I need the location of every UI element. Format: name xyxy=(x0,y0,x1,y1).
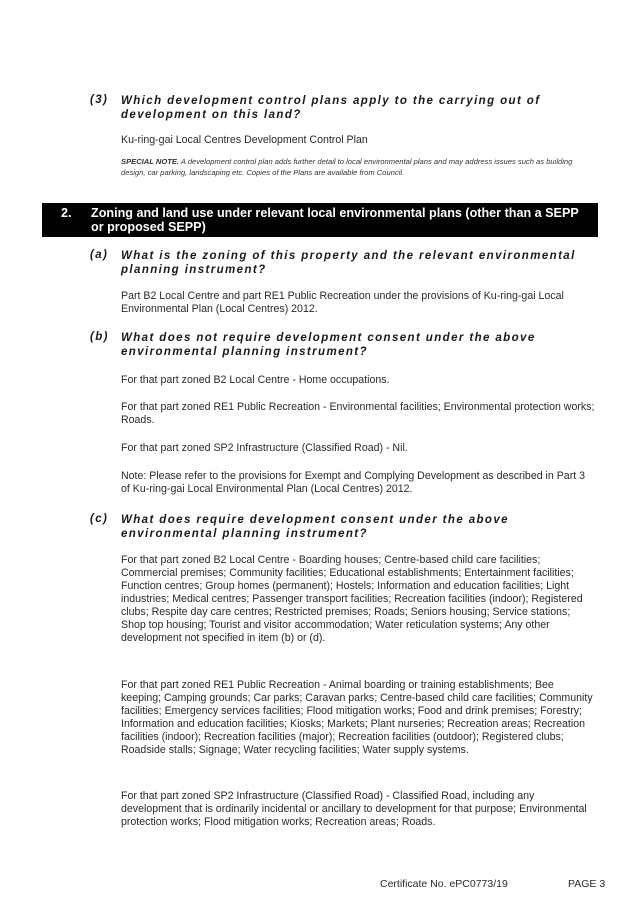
section-title: Zoning and land use under relevant local environmental plans (other than a SEPP or proposed SEPP) xyxy=(91,206,579,234)
question-b xyxy=(90,331,590,359)
section-number: 2. xyxy=(61,206,72,220)
answer-paragraph: For that part zoned SP2 Infrastructure (Classified Road) - Classified Road, including any development that is ordinarily incidental or ancillary to development for that purpose; Environmental protection works; Flood mitigation works; Recreation areas; Roads. xyxy=(121,790,587,828)
answer-text: Ku-ring-gai Local Centres Development Control Plan xyxy=(121,134,368,146)
answer-paragraph: For that part zoned RE1 Public Recreation - Environmental facilities; Environmental protection works; Roads. xyxy=(121,401,595,426)
answer-paragraph: For that part zoned RE1 Public Recreation - Animal boarding or training establishments; Bee keeping; Camping grounds; Car parks; Caravan parks; Centre-based child care facilities; Community facilities; Emergency services facilities; Flood mitigation works; Food and drink premises; Forestry; Information and education facilities; Kiosks; Markets; Plant nurseries; Recreation areas; Recreation facilities (indoor); Recreation facilities (major); Recreation facilities (outdoor); Registered clubs; Roadside stalls; Signage; Water recycling facilities; Water supply systems. xyxy=(121,679,593,756)
question-number: (3) xyxy=(90,94,109,106)
question-c xyxy=(90,513,590,541)
question-3 xyxy=(90,94,590,122)
special-note-text: A development control plan adds further detail to local environmental plans and may address issues such as building design, car parking, landscaping etc. Copies of the Plans are available from Council. xyxy=(121,157,573,177)
question-number: (c) xyxy=(90,513,109,525)
special-note-label: SPECIAL NOTE. xyxy=(121,157,180,166)
page-number: PAGE 3 xyxy=(568,878,606,890)
question-number: (b) xyxy=(90,331,109,343)
section-header xyxy=(42,203,598,237)
certificate-number: Certificate No. ePC0773/19 xyxy=(380,878,508,890)
question-text: Which development control plans apply to the carrying out of development on this land? xyxy=(121,95,541,121)
answer-paragraph: For that part zoned B2 Local Centre - Home occupations. xyxy=(121,374,390,386)
answer-paragraph: For that part zoned SP2 Infrastructure (Classified Road) - Nil. xyxy=(121,442,408,454)
question-text: What does not require development consent under the above environmental planning instrument? xyxy=(121,332,536,358)
question-number: (a) xyxy=(90,249,109,261)
special-note xyxy=(121,156,595,178)
question-a xyxy=(90,249,590,277)
question-text: What does require development consent under the above environmental planning instrument? xyxy=(121,514,509,540)
answer-text: Part B2 Local Centre and part RE1 Public Recreation under the provisions of Ku-ring-gai Local Environmental Plan (Local Centres) 2012. xyxy=(121,290,564,315)
answer-paragraph: Note: Please refer to the provisions for Exempt and Complying Development as described in Part 3 of Ku-ring-gai Local Environmental Plan (Local Centres) 2012. xyxy=(121,470,586,495)
answer-paragraph: For that part zoned B2 Local Centre - Boarding houses; Centre-based child care facilities; Commercial premises; Community facilities; Educational establishments; Entertainment facilities; Function centres; Group homes (permanent); Hostels; Information and education facilities; Light industries; Medical centres; Passenger transport facilities; Recreation facilities (indoor); Registered clubs; Respite day care centres; Restricted premises; Roads; Seniors housing; Service stations; Shop top housing; Tourist and visitor accommodation; Water reticulation systems; Any other development not specified in item (b) or (d). xyxy=(121,554,583,644)
question-text: What is the zoning of this property and the relevant environmental planning instrument? xyxy=(121,250,576,276)
